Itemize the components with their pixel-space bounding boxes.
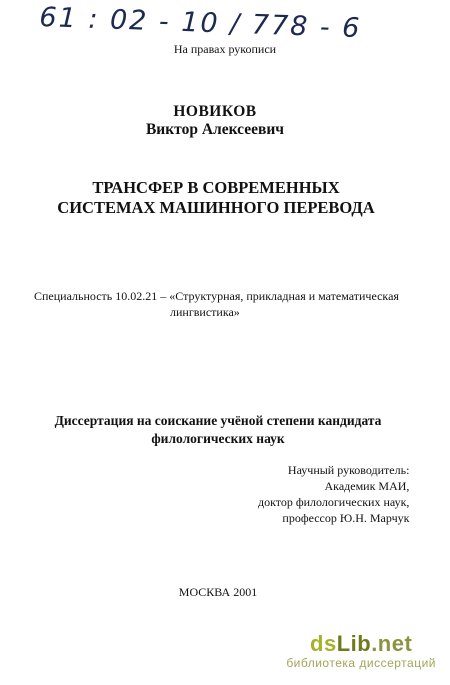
title-line-2: СИСТЕМАХ МАШИННОГО ПЕРЕВОДА — [57, 198, 375, 217]
watermark-logo-net: .net — [371, 631, 413, 656]
degree-statement — [0, 412, 436, 448]
dissertation-title — [0, 178, 432, 218]
specialty — [34, 288, 399, 320]
degree-line-2: филологических наук — [151, 431, 285, 446]
watermark-logo — [286, 633, 436, 655]
author-given-names: Виктор Алексеевич — [145, 121, 285, 138]
supervisor-line-3: доктор филологических наук, — [258, 495, 410, 509]
watermark-logo-ds: ds — [310, 631, 337, 656]
watermark — [286, 633, 436, 671]
author-surname: НОВИКОВ — [173, 103, 257, 120]
rights-notice: На правах рукописи — [173, 42, 277, 56]
supervisor-block — [258, 462, 409, 526]
degree-line-1: Диссертация на соискание учёной степени кандидата — [54, 413, 382, 428]
title-line-1: ТРАНСФЕР В СОВРЕМЕННЫХ — [92, 178, 340, 197]
watermark-logo-lib: Lib — [336, 631, 372, 656]
handwritten-catalog-number: 61 : 02 - 10 / 778 - 6 — [38, 2, 362, 45]
supervisor-line-2: Академик МАИ, — [324, 479, 410, 493]
specialty-line-2: лингвистика» — [170, 305, 240, 319]
watermark-subtitle: библиотека диссертаций — [286, 656, 436, 670]
specialty-line-1: Специальность 10.02.21 – «Структурная, прикладная и математическая — [34, 289, 399, 303]
supervisor-line-4: профессор Ю.Н. Марчук — [282, 511, 410, 525]
city-year: МОСКВА 2001 — [178, 585, 258, 599]
supervisor-line-1: Научный руководитель: — [287, 463, 410, 477]
